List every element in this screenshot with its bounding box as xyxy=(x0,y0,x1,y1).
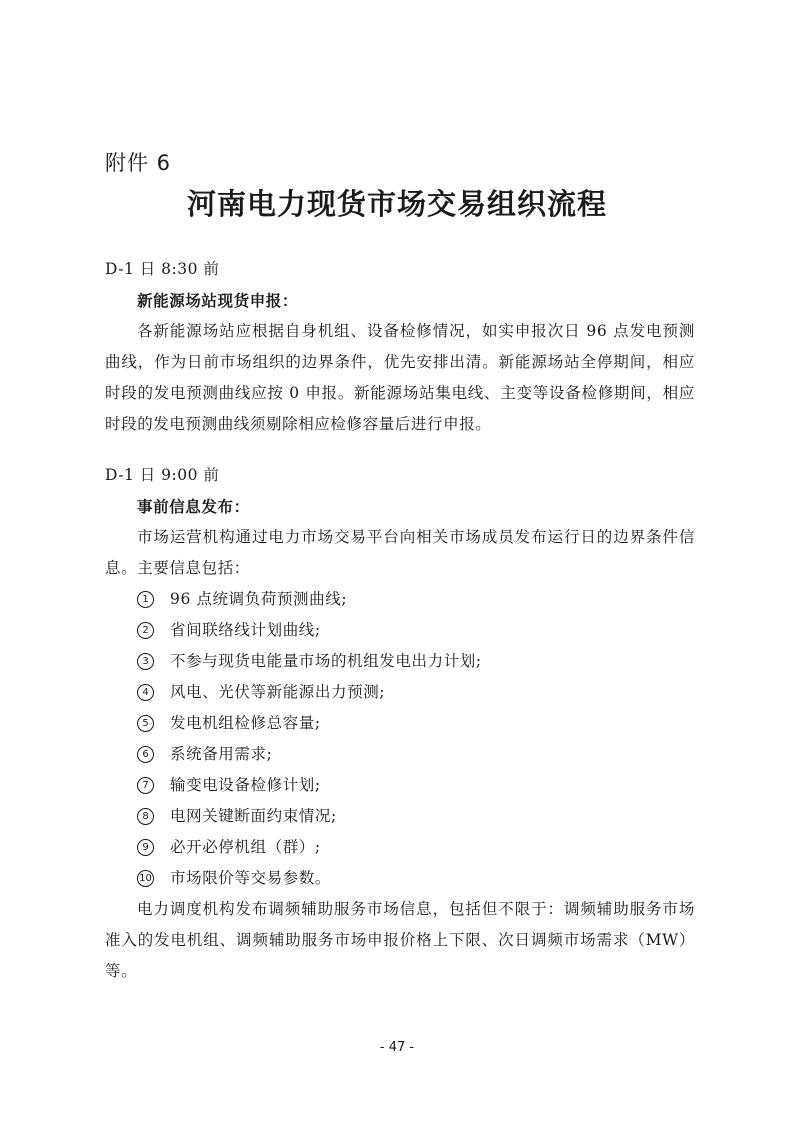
list-item xyxy=(105,863,695,894)
list-item xyxy=(105,677,695,708)
info-list xyxy=(105,584,695,894)
list-item xyxy=(105,832,695,863)
list-item-text: 电网关键断面约束情况; xyxy=(170,807,337,825)
list-item xyxy=(105,584,695,615)
section-1 xyxy=(105,254,695,440)
list-item-text: 必开必停机组（群）; xyxy=(170,838,321,856)
section-2 xyxy=(105,460,695,987)
list-item-text: 系统备用需求; xyxy=(170,745,273,763)
circled-number: 8 xyxy=(137,808,154,825)
circled-number: 6 xyxy=(137,746,154,763)
section-1-subheading: 新能源场站现货申报： xyxy=(137,291,299,310)
list-item xyxy=(105,770,695,801)
section-1-paragraph: 各新能源场站应根据自身机组、设备检修情况，如实申报次日 96 点发电预测曲线，作为日前市场组织的边界条件，优先安排出清。新能源场站全停期间，相应时段的发电预测曲线应按 0 申报。新能源场站集电线、主变等设备检修期间，相应时段的发电预测曲线须剔除相应检修容量后进行申报。 xyxy=(105,322,695,433)
page-number: - 47 - xyxy=(379,1040,415,1055)
list-item-text: 省间联络线计划曲线; xyxy=(170,621,321,639)
circled-number: 1 xyxy=(137,591,154,608)
list-item xyxy=(105,801,695,832)
list-item xyxy=(105,739,695,770)
document-title: 河南电力现货市场交易组织流程 xyxy=(186,187,607,221)
list-item xyxy=(105,646,695,677)
list-item-text: 输变电设备检修计划; xyxy=(170,776,321,794)
section-2-intro: 市场运营机构通过电力市场交易平台向相关市场成员发布运行日的边界条件信息。主要信息包括： xyxy=(105,528,695,577)
section-1-time: D-1 日 8:30 前 xyxy=(105,260,220,278)
section-2-time: D-1 日 9:00 前 xyxy=(105,466,220,484)
list-item-text: 不参与现货电能量市场的机组发电出力计划; xyxy=(170,652,482,670)
list-item-text: 风电、光伏等新能源出力预测; xyxy=(170,683,386,701)
circled-number: 4 xyxy=(137,684,154,701)
list-item xyxy=(105,708,695,739)
circled-number: 3 xyxy=(137,653,154,670)
section-2-closing: 电力调度机构发布调频辅助服务市场信息，包括但不限于：调频辅助服务市场准入的发电机组、调频辅助服务市场申报价格上下限、次日调频市场需求（MW）等。 xyxy=(105,900,695,980)
circled-number: 5 xyxy=(137,715,154,732)
list-item-text: 96 点统调负荷预测曲线; xyxy=(170,590,348,608)
section-2-subheading: 事前信息发布： xyxy=(137,497,250,516)
list-item-text: 市场限价等交易参数。 xyxy=(170,869,332,887)
annex-label: 附件 6 xyxy=(105,151,172,175)
list-item-text: 发电机组检修总容量; xyxy=(170,714,321,732)
circled-number: 2 xyxy=(137,622,154,639)
circled-number: 10 xyxy=(137,870,154,887)
circled-number: 9 xyxy=(137,839,154,856)
list-item xyxy=(105,615,695,646)
circled-number: 7 xyxy=(137,777,154,794)
